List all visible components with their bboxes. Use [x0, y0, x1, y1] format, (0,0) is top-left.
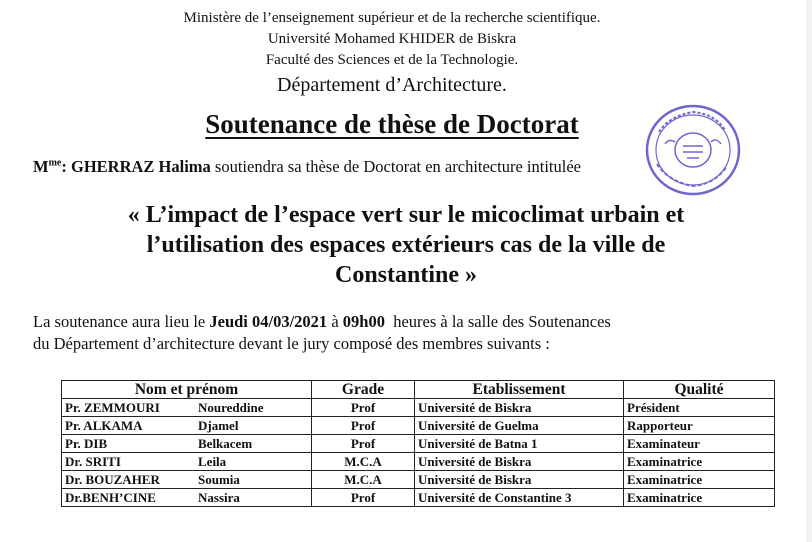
- jury-table-header: [62, 381, 775, 399]
- thesis-title-line: l’utilisation des espaces extérieurs cas de la ville de: [146, 232, 666, 258]
- thesis-title-line: « L’impact de l’espace vert sur le micoclimat urbain et: [127, 202, 685, 228]
- member-name: Dr. SRITI: [65, 454, 121, 469]
- member-institution: Université de Batna 1: [415, 435, 624, 453]
- stamp-seal-icon: [647, 106, 739, 194]
- table-row: [62, 489, 775, 507]
- member-firstname: Belkacem: [198, 436, 253, 451]
- member-role: Président: [624, 399, 775, 417]
- table-row: [62, 399, 775, 417]
- thesis-title: [0, 200, 812, 290]
- member-grade: Prof: [312, 435, 415, 453]
- table-row: [62, 453, 775, 471]
- member-grade: Prof: [312, 489, 415, 507]
- intro-sentence: [33, 157, 581, 177]
- member-name: Pr. DIB: [65, 436, 108, 451]
- member-grade: Prof: [312, 399, 415, 417]
- column-header: Grade: [312, 381, 415, 399]
- member-name: Pr. ZEMMOURI: [65, 400, 160, 415]
- member-grade: M.C.A: [312, 471, 415, 489]
- intro-text: soutiendra sa thèse de Doctorat en architecture intitulée: [214, 157, 581, 176]
- page-edge: [806, 0, 812, 542]
- ministry-line: Ministère de l’enseignement supérieur et de la recherche scientifique.: [183, 10, 601, 26]
- member-institution: Université de Guelma: [415, 417, 624, 435]
- department-line: Département d’Architecture.: [277, 74, 507, 96]
- page-title: Soutenance de thèse de Doctorat: [205, 109, 579, 139]
- member-grade: M.C.A: [312, 453, 415, 471]
- member-firstname: Djamel: [198, 418, 239, 433]
- candidate-name: GHERRAZ Halima: [70, 157, 211, 176]
- member-name: Pr. ALKAMA: [65, 418, 143, 433]
- table-row: [62, 435, 775, 453]
- member-institution: Université de Biskra: [415, 453, 624, 471]
- candidate-title: $M^{me}$:: [33, 157, 67, 176]
- official-stamp: [643, 102, 743, 198]
- member-institution: Université de Biskra: [415, 399, 624, 417]
- defense-time: 09h00: [342, 312, 385, 331]
- column-header: Nom et prénom: [62, 381, 312, 399]
- member-institution: Université de Biskra: [415, 471, 624, 489]
- column-header: Etablissement: [415, 381, 624, 399]
- member-grade: Prof: [312, 417, 415, 435]
- member-name: Dr.BENH’CINE: [65, 490, 156, 505]
- column-header: Qualité: [624, 381, 775, 399]
- table-row: [62, 417, 775, 435]
- defense-date: Jeudi 04/03/2021: [209, 312, 328, 331]
- member-role: Examinatrice: [624, 453, 775, 471]
- jury-table: [61, 380, 775, 507]
- thesis-title-line: Constantine »: [334, 262, 478, 288]
- faculty-line: Faculté des Sciences et de la Technologie.: [265, 52, 519, 68]
- member-firstname: Nassira: [198, 490, 240, 505]
- university-line: Université Mohamed KHIDER de Biskra: [267, 31, 517, 47]
- member-institution: Université de Constantine 3: [415, 489, 624, 507]
- schedule-paragraph: La soutenance aura lieu le Jeudi 04/03/2021 à 09h00 heures à la salle des Soutenances du Département d’architecture devant le jury composé des membres suivants :: [33, 312, 611, 353]
- member-firstname: Noureddine: [198, 400, 264, 415]
- member-role: Examinatrice: [624, 489, 775, 507]
- table-row: [62, 471, 775, 489]
- member-name: Dr. BOUZAHER: [65, 472, 160, 487]
- member-role: Rapporteur: [624, 417, 775, 435]
- member-firstname: Soumia: [198, 472, 240, 487]
- member-firstname: Leila: [198, 454, 227, 469]
- member-role: Examinatrice: [624, 471, 775, 489]
- member-role: Examinateur: [624, 435, 775, 453]
